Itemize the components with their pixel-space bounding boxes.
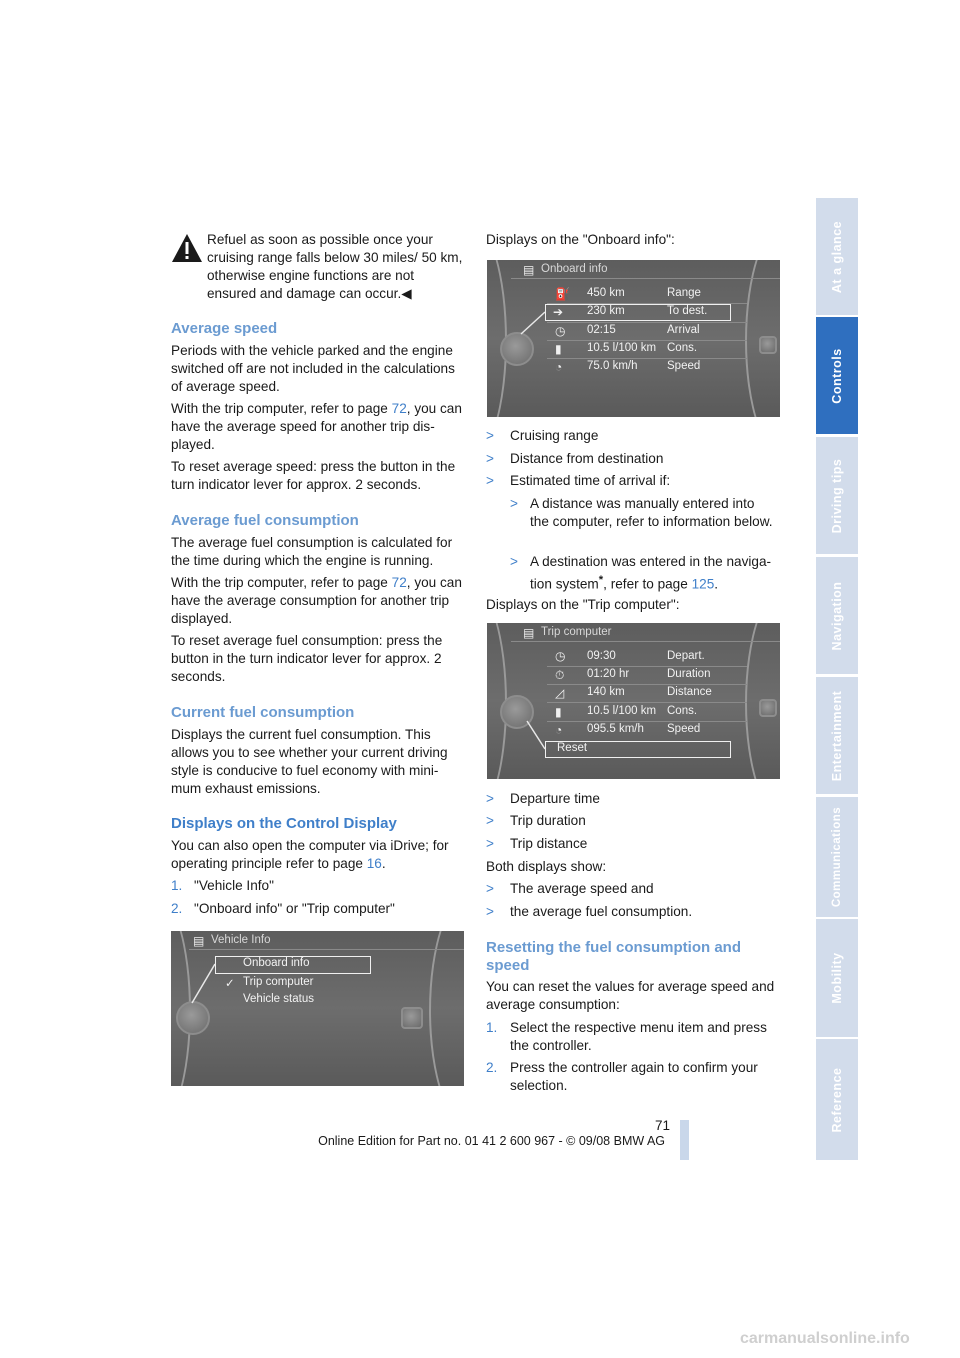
duration-icon: ⏱ [555,668,565,682]
page-link-72[interactable]: 72 [391,575,407,590]
menu-item-vehicle-status[interactable]: Vehicle status [243,993,314,1005]
departure-icon: ◷ [555,649,566,663]
avg-speed-p1: Periods with the vehicle parked and the engine switched off are not included in the calculations of average speed. [171,343,455,394]
arrow-to-dest-icon: ➔ [553,305,564,319]
tab-entertainment[interactable]: Entertainment [816,677,858,794]
page-marker-bar [680,1120,689,1160]
step-1: 1. "Vehicle Info" [171,878,274,893]
avg-fuel-p2: With the trip computer, refer to page 72, you can have the average consumption for another trip displayed. [171,575,462,626]
avg-fuel-p1: The average fuel consumption is calculated for the time during which the engine is running. [171,535,453,568]
avg-speed-p3: To reset average speed: press the button in the turn indicator lever for approx. 2 seconds. [171,459,456,492]
onboard-info-screen: ▤ Onboard info ⛽ 450 km Range ➔ 230 km To dest. ◷ 02:15 Arrival ▮ 10.5 l/100 km Cons. ◔ 75.0 km/h Speed [487,260,780,417]
sub-bullet-destination: > A destination was entered in the naviga-tion system*, refer to page 125. [510,554,772,592]
vehicle-info-screen [171,931,464,1086]
menu-item-onboard-info[interactable]: Onboard info [243,957,310,969]
menu-icon: ▤ [193,934,205,948]
avg-speed-heading: Average speed [171,320,278,337]
reset-step-2: 2. Press the controller again to confirm your selection. [486,1060,758,1093]
control-display-p1: You can also open the computer via iDrive; for operating principle refer to page 16. [171,838,449,871]
onboard-intro: Displays on the "Onboard info": [486,232,675,247]
page-link-125[interactable]: 125 [691,576,715,592]
reset-heading: Resetting the fuel consumption and speed [486,939,742,974]
reset-step-1: 1. Select the respective menu item and press the controller. [486,1020,767,1053]
page-link-16[interactable]: 16 [366,856,382,871]
tab-controls[interactable]: Controls [816,317,858,434]
page-number: 71 [654,1118,670,1133]
avg-fuel-p3: To reset average fuel consumption: press the button in the turn indicator lever for approx. 2 seconds. [171,633,443,684]
check-icon: ✓ [225,978,235,990]
menu-item-trip-computer[interactable]: Trip computer [243,976,314,988]
control-display-heading: Displays on the Control Display [171,815,397,832]
edition-line: Online Edition for Part no. 01 41 2 600 967 - © 09/08 BMW AG [318,1134,665,1148]
screen-title: Onboard info [541,263,608,275]
trip-computer-screen: ▤ Trip computer ◷ 09:30 Depart. ⏱ 01:20 hr Duration ◿ 140 km Distance ▮ 10.5 l/100 km Cons. ◔ 095.5 km/h Speed Reset [487,623,780,779]
sub-bullet-manual-distance: > A distance was manually entered into the computer, refer to information below. [510,496,773,529]
screen-title: Trip computer [541,626,612,638]
page-link-72[interactable]: 72 [391,401,407,416]
consumption-icon: ▮ [555,705,562,719]
consumption-icon: ▮ [555,342,562,356]
speedometer-icon: ◔ [555,723,563,737]
screen-title: Vehicle Info [211,934,271,946]
warning-text: Refuel as soon as possible once your cruising range falls below 30 miles/ 50 km, otherwise engine functions are not ensured and damage can occur.◀ [207,232,463,301]
fuel-pump-icon: ⛽ [555,287,570,301]
menu-icon: ▤ [523,263,535,277]
tab-communications[interactable]: Communications [816,797,858,917]
avg-speed-p2: With the trip computer, refer to page 72, you can have the average speed for another trip dis-played. [171,401,462,452]
tab-driving-tips[interactable]: Driving tips [816,437,858,554]
trip-intro: Displays on the "Trip computer": [486,597,680,612]
reset-p1: You can reset the values for average speed and average consumption: [486,979,775,1012]
both-show: Both displays show: [486,859,607,874]
clock-icon: ◷ [555,324,566,338]
reset-menu-item[interactable]: Reset [557,742,588,754]
distance-icon: ◿ [555,686,565,700]
tab-mobility[interactable]: Mobility [816,919,858,1037]
speedometer-icon: ◔ [555,360,563,374]
tab-navigation[interactable]: Navigation [816,557,858,674]
avg-fuel-heading: Average fuel consumption [171,512,359,529]
tab-at-a-glance[interactable]: At a glance [816,198,858,315]
cur-fuel-p1: Displays the current fuel consumption. This allows you to see whether your current driving style is conducive to fuel economy with mini-mum exhaust emissions. [171,727,448,796]
menu-icon: ▤ [523,626,535,640]
cur-fuel-heading: Current fuel consumption [171,704,355,721]
tab-reference[interactable]: Reference [816,1039,858,1160]
step-2: 2. "Onboard info" or "Trip computer" [171,901,395,916]
watermark: carmanualsonline.info [740,1330,910,1347]
